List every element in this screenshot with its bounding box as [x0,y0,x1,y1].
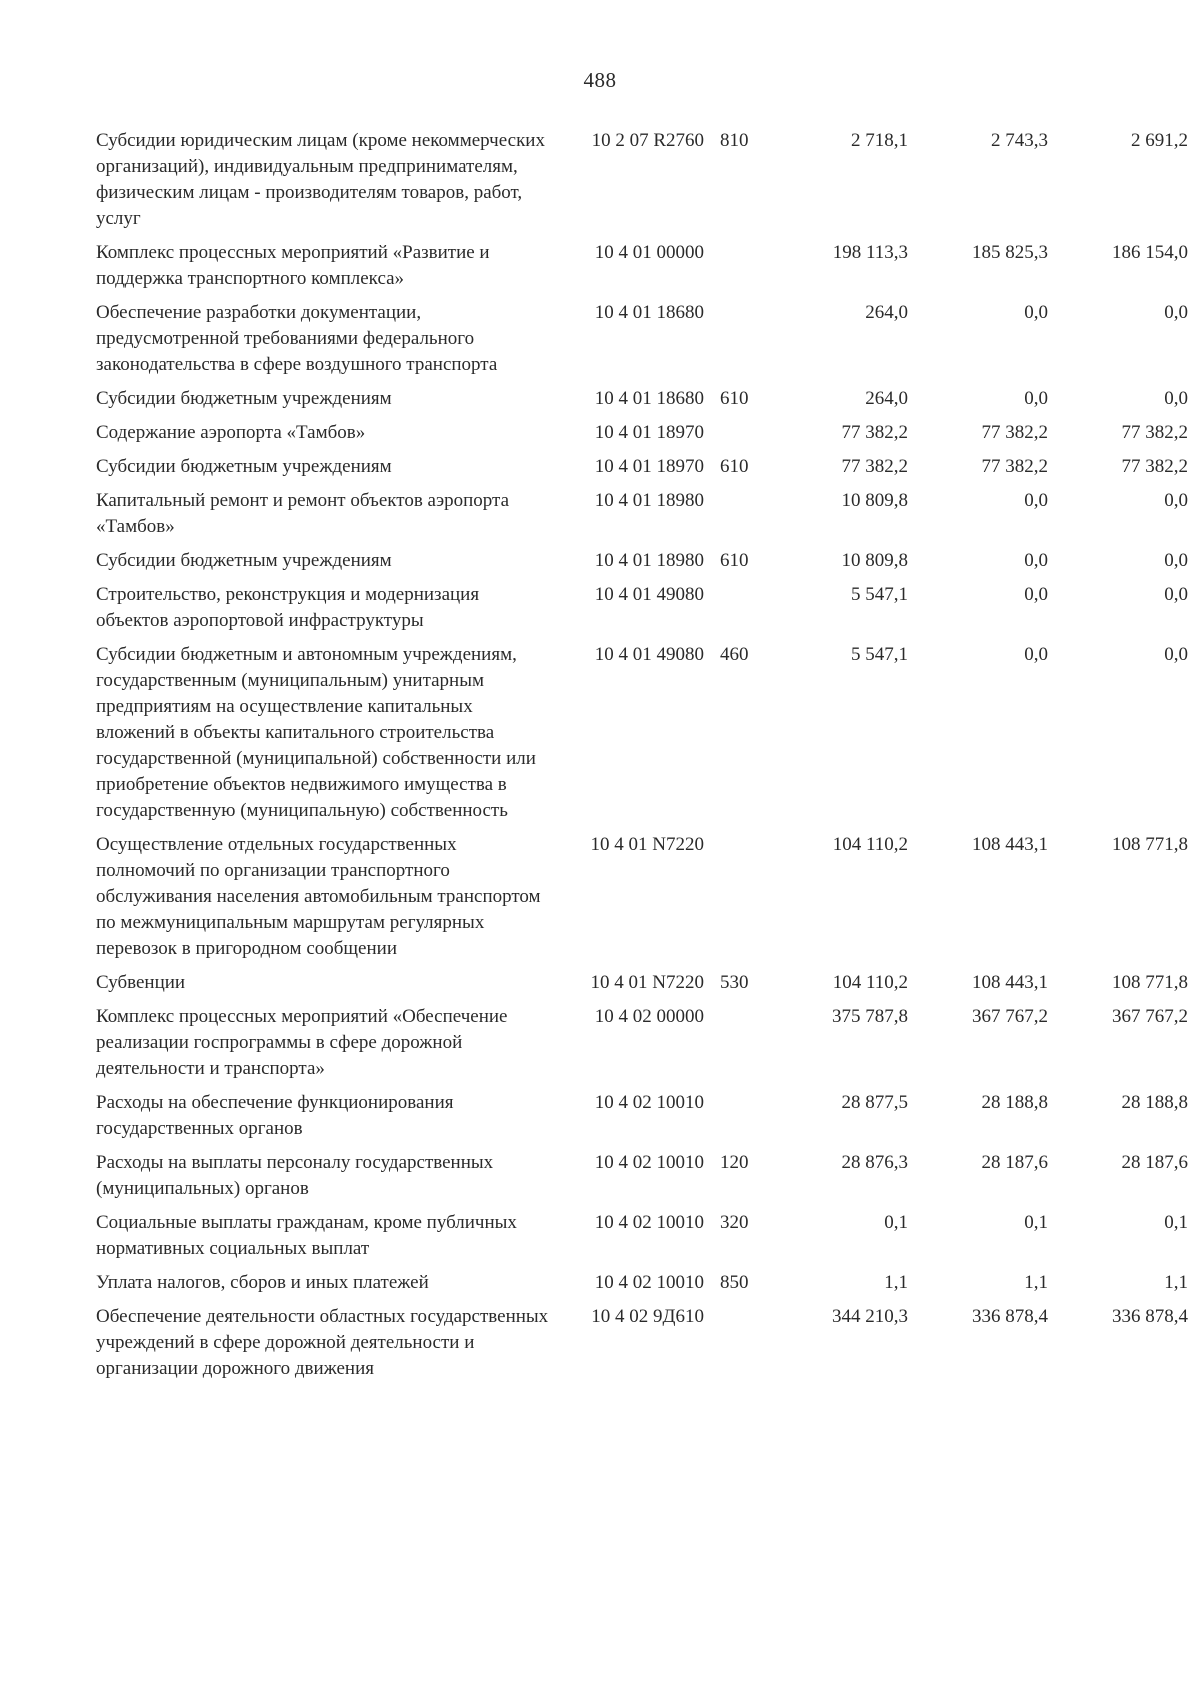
row-amount-year-1: 10 809,8 [841,490,908,511]
row-amount-year-2: 0,0 [1024,490,1048,511]
row-amount-year-2: 28 187,6 [981,1152,1048,1173]
row-expense-type [710,420,786,454]
row-expense-type: 850 [720,1272,749,1293]
row-amount-year-1: 10 809,8 [841,550,908,571]
row-amount-year-1: 0,1 [884,1212,908,1233]
row-name: Субсидии юридическим лицам (кроме некоммерческих организаций), индивидуальным предпринимателям, физическим лицам - производителям товаров, работ, услуг [96,130,545,229]
row-amount-year-3: 0,0 [1164,644,1188,665]
row-amount-year-1: 104 110,2 [832,834,908,855]
row-amount-year-1: 77 382,2 [841,422,908,443]
row-amount-year-2: 367 767,2 [972,1006,1048,1027]
row-amount-year-1: 1,1 [884,1272,908,1293]
row-amount-year-2: 0,1 [1024,1212,1048,1233]
row-name: Капитальный ремонт и ремонт объектов аэропорта «Тамбов» [96,490,510,537]
table-row [96,1210,1188,1270]
table-row [96,548,1188,582]
row-code: 10 4 02 9Д610 [591,1306,704,1327]
row-expense-type [710,1004,786,1090]
row-name: Социальные выплаты гражданам, кроме публичных нормативных социальных выплат [96,1212,517,1259]
row-amount-year-3: 77 382,2 [1121,456,1188,477]
row-code: 10 4 01 18680 [594,302,704,323]
row-amount-year-1: 375 787,8 [832,1006,908,1027]
table-body [96,128,1188,1390]
row-amount-year-3: 0,0 [1164,550,1188,571]
row-expense-type [710,582,786,642]
row-amount-year-2: 185 825,3 [972,242,1048,263]
row-expense-type: 320 [720,1212,749,1233]
row-code: 10 4 01 49080 [594,644,704,665]
row-expense-type [710,488,786,548]
row-name: Комплекс процессных мероприятий «Развитие и поддержка транспортного комплекса» [96,242,490,289]
row-amount-year-3: 0,0 [1164,584,1188,605]
table-row [96,386,1188,420]
row-amount-year-2: 108 443,1 [972,972,1048,993]
row-amount-year-1: 28 877,5 [841,1092,908,1113]
row-code: 10 4 01 N7220 [590,834,704,855]
table-row [96,1090,1188,1150]
table-row [96,488,1188,548]
row-name: Субвенции [96,972,186,993]
row-amount-year-3: 108 771,8 [1112,972,1188,993]
row-amount-year-2: 0,0 [1024,550,1048,571]
row-amount-year-3: 0,1 [1164,1212,1188,1233]
row-amount-year-3: 367 767,2 [1112,1006,1188,1027]
row-amount-year-2: 28 188,8 [981,1092,1048,1113]
row-expense-type: 610 [720,456,749,477]
row-amount-year-3: 77 382,2 [1121,422,1188,443]
row-amount-year-3: 2 691,2 [1131,130,1188,151]
row-name: Субсидии бюджетным и автономным учреждениям, государственным (муниципальным) унитарным предприятиям на осуществление капитальных вложений в объекты капитального строительства государственной (муниципальной) собственности или приобретение объектов недвижимого имущества в государственную (муниципальную) собственность [96,644,536,821]
row-amount-year-1: 264,0 [865,302,908,323]
row-expense-type: 610 [720,388,749,409]
row-amount-year-1: 104 110,2 [832,972,908,993]
row-amount-year-3: 28 188,8 [1121,1092,1188,1113]
row-code: 10 4 01 00000 [594,242,704,263]
table-row [96,128,1188,240]
row-amount-year-1: 5 547,1 [851,584,908,605]
row-amount-year-2: 77 382,2 [981,422,1048,443]
row-expense-type [710,300,786,386]
budget-table [96,128,1188,1390]
row-amount-year-1: 344 210,3 [832,1306,908,1327]
row-amount-year-2: 0,0 [1024,388,1048,409]
row-amount-year-1: 264,0 [865,388,908,409]
table-row [96,970,1188,1004]
table-row [96,1004,1188,1090]
row-amount-year-1: 28 876,3 [841,1152,908,1173]
row-amount-year-3: 336 878,4 [1112,1306,1188,1327]
row-name: Обеспечение деятельности областных государственных учреждений в сфере дорожной деятельности и организации дорожного движения [96,1306,549,1379]
row-amount-year-3: 0,0 [1164,388,1188,409]
row-name: Комплекс процессных мероприятий «Обеспечение реализации госпрограммы в сфере дорожной деятельности и транспорта» [96,1006,508,1079]
row-name: Строительство, реконструкция и модернизация объектов аэропортовой инфраструктуры [96,584,480,631]
row-code: 10 4 01 18970 [594,422,704,443]
table-row [96,420,1188,454]
row-amount-year-3: 186 154,0 [1112,242,1188,263]
row-amount-year-2: 0,0 [1024,302,1048,323]
page-number: 488 [583,68,617,92]
table-row [96,832,1188,970]
row-amount-year-2: 0,0 [1024,644,1048,665]
row-code: 10 4 02 10010 [594,1152,704,1173]
table-row [96,240,1188,300]
table-row [96,642,1188,832]
row-code: 10 4 01 N7220 [590,972,704,993]
row-expense-type: 460 [720,644,749,665]
row-amount-year-2: 336 878,4 [972,1306,1048,1327]
row-expense-type: 610 [720,550,749,571]
row-code: 10 4 01 18980 [594,550,704,571]
row-code: 10 4 02 10010 [594,1092,704,1113]
row-amount-year-1: 2 718,1 [851,130,908,151]
table-row [96,582,1188,642]
row-code: 10 4 01 49080 [594,584,704,605]
row-expense-type: 120 [720,1152,749,1173]
row-expense-type [710,1304,786,1390]
row-amount-year-3: 28 187,6 [1121,1152,1188,1173]
row-amount-year-2: 1,1 [1024,1272,1048,1293]
row-amount-year-1: 198 113,3 [832,242,908,263]
table-row [96,1270,1188,1304]
table-row [96,454,1188,488]
row-amount-year-2: 2 743,3 [991,130,1048,151]
row-code: 10 4 02 00000 [594,1006,704,1027]
row-amount-year-1: 5 547,1 [851,644,908,665]
row-expense-type [710,1090,786,1150]
table-row [96,300,1188,386]
row-name: Содержание аэропорта «Тамбов» [96,422,366,443]
table-row [96,1150,1188,1210]
row-amount-year-3: 108 771,8 [1112,834,1188,855]
row-code: 10 4 01 18680 [594,388,704,409]
row-amount-year-3: 0,0 [1164,490,1188,511]
row-code: 10 2 07 R2760 [591,130,704,151]
row-amount-year-1: 77 382,2 [841,456,908,477]
row-expense-type [710,832,786,970]
row-amount-year-2: 77 382,2 [981,456,1048,477]
row-code: 10 4 02 10010 [594,1212,704,1233]
row-code: 10 4 01 18970 [594,456,704,477]
row-expense-type [710,240,786,300]
row-name: Уплата налогов, сборов и иных платежей [96,1272,429,1293]
row-code: 10 4 02 10010 [594,1272,704,1293]
row-name: Обеспечение разработки документации, предусмотренной требованиями федерального законодательства в сфере воздушного транспорта [96,302,498,375]
row-name: Осуществление отдельных государственных полномочий по организации транспортного обслуживания населения автомобильным транспортом по межмуниципальным маршрутам регулярных перевозок в пригородном сообщении [96,834,541,959]
row-code: 10 4 01 18980 [594,490,704,511]
table-row [96,1304,1188,1390]
row-name: Расходы на выплаты персоналу государственных (муниципальных) органов [96,1152,494,1199]
row-amount-year-2: 108 443,1 [972,834,1048,855]
row-name: Расходы на обеспечение функционирования государственных органов [96,1092,454,1139]
row-amount-year-2: 0,0 [1024,584,1048,605]
row-name: Субсидии бюджетным учреждениям [96,456,392,477]
row-expense-type: 810 [720,130,749,151]
row-expense-type: 530 [720,972,749,993]
row-amount-year-3: 1,1 [1164,1272,1188,1293]
row-name: Субсидии бюджетным учреждениям [96,388,392,409]
row-name: Субсидии бюджетным учреждениям [96,550,392,571]
row-amount-year-3: 0,0 [1164,302,1188,323]
